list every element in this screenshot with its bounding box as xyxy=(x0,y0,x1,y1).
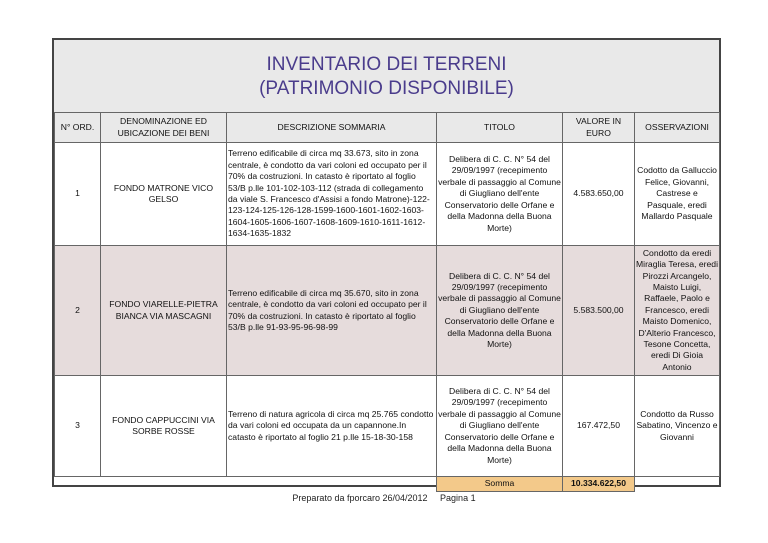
cell-osservazioni: Condotto da eredi Miraglia Teresa, eredi Pirozzi Arcangelo, Maisto Luigi, Raffaele, Paolo e Francesco, eredi Maisto Domenico, D'Alterio Francesco, Tesone Concetta, eredi Di Gioia Antonio xyxy=(635,246,720,376)
sum-value: 10.334.622,50 xyxy=(563,477,635,492)
sum-spacer xyxy=(101,477,227,492)
cell-ord: 3 xyxy=(55,376,101,477)
cell-descrizione: Terreno di natura agricola di circa mq 25.765 condotto da vari coloni ed occupata da un capannone.In catasto è riportato al foglio 21 p.lle 15-18-30-158 xyxy=(227,376,437,477)
cell-titolo: Delibera di C. C. N° 54 del 29/09/1997 (recepimento verbale di passaggio al Comune di Giugliano dell'ente Conservatorio delle Orfane e della Madonna della Buona Morte) xyxy=(437,376,563,477)
cell-denominazione: FONDO MATRONE VICO GELSO xyxy=(101,143,227,246)
table-row xyxy=(55,143,720,246)
page-subtitle: (PATRIMONIO DISPONIBILE) xyxy=(259,78,514,99)
header-descrizione: DESCRIZIONE SOMMARIA xyxy=(227,113,437,143)
inventory-table xyxy=(54,112,720,492)
inventory-sheet xyxy=(52,38,721,487)
cell-descrizione: Terreno edificabile di circa mq 35.670, sito in zona centrale, è condotto da vari coloni ed occupato per il 70% da costruzioni. In catasto è riportato al foglio 53/B p.lle 91-93-95-96-98-99 xyxy=(227,246,437,376)
table-row xyxy=(55,246,720,376)
cell-osservazioni: Codotto da Galluccio Felice, Giovanni, Castrese e Pasquale, eredi Mallardo Pasquale xyxy=(635,143,720,246)
header-osservazioni: OSSERVAZIONI xyxy=(635,113,720,143)
sum-label: Somma xyxy=(437,477,563,492)
page-footer xyxy=(0,493,768,503)
header-row xyxy=(55,113,720,143)
sum-row xyxy=(55,477,720,492)
cell-valore: 4.583.650,00 xyxy=(563,143,635,246)
header-titolo: TITOLO xyxy=(437,113,563,143)
table-row xyxy=(55,376,720,477)
cell-denominazione: FONDO VIARELLE-PIETRA BIANCA VIA MASCAGNI xyxy=(101,246,227,376)
cell-valore: 167.472,50 xyxy=(563,376,635,477)
sum-spacer xyxy=(227,477,437,492)
footer-page: Pagina 1 xyxy=(440,493,476,503)
cell-ord: 1 xyxy=(55,143,101,246)
page-title: INVENTARIO DEI TERRENI xyxy=(266,54,507,75)
cell-descrizione: Terreno edificabile di circa mq 33.673, sito in zona centrale, è condotto da vari coloni ed occupato per il 70% da costruzioni. In catasto è riportato al foglio 53/B p.lle 101-102-103-112 (strada di collegamento da viale S. Francesco d'Assisi a fondo Matrone)-122-123-124-125-126-128-1599-1600-1601-1602-1603-1604-1605-1606-1607-1608-1609-1610-1611-1612-1634-1635-1832 xyxy=(227,143,437,246)
sum-spacer xyxy=(635,477,720,492)
footer-prepared: Preparato da fporcaro 26/04/2012 xyxy=(292,493,428,503)
header-denominazione: DENOMINAZIONE ED UBICAZIONE DEI BENI xyxy=(101,113,227,143)
cell-titolo: Delibera di C. C. N° 54 del 29/09/1997 (recepimento verbale di passaggio al Comune di Giugliano dell'ente Conservatorio delle Orfane e della Madonna della Buona Morte) xyxy=(437,246,563,376)
cell-valore: 5.583.500,00 xyxy=(563,246,635,376)
header-ord: N° ORD. xyxy=(55,113,101,143)
header-valore: VALORE IN EURO xyxy=(563,113,635,143)
cell-titolo: Delibera di C. C. N° 54 del 29/09/1997 (recepimento verbale di passaggio al Comune di Giugliano dell'ente Conservatorio delle Orfane e della Madonna della Buona Morte) xyxy=(437,143,563,246)
cell-denominazione: FONDO CAPPUCCINI VIA SORBE ROSSE xyxy=(101,376,227,477)
cell-ord: 2 xyxy=(55,246,101,376)
cell-osservazioni: Condotto da Russo Sabatino, Vincenzo e Giovanni xyxy=(635,376,720,477)
title-area xyxy=(54,40,719,112)
sum-spacer xyxy=(55,477,101,492)
